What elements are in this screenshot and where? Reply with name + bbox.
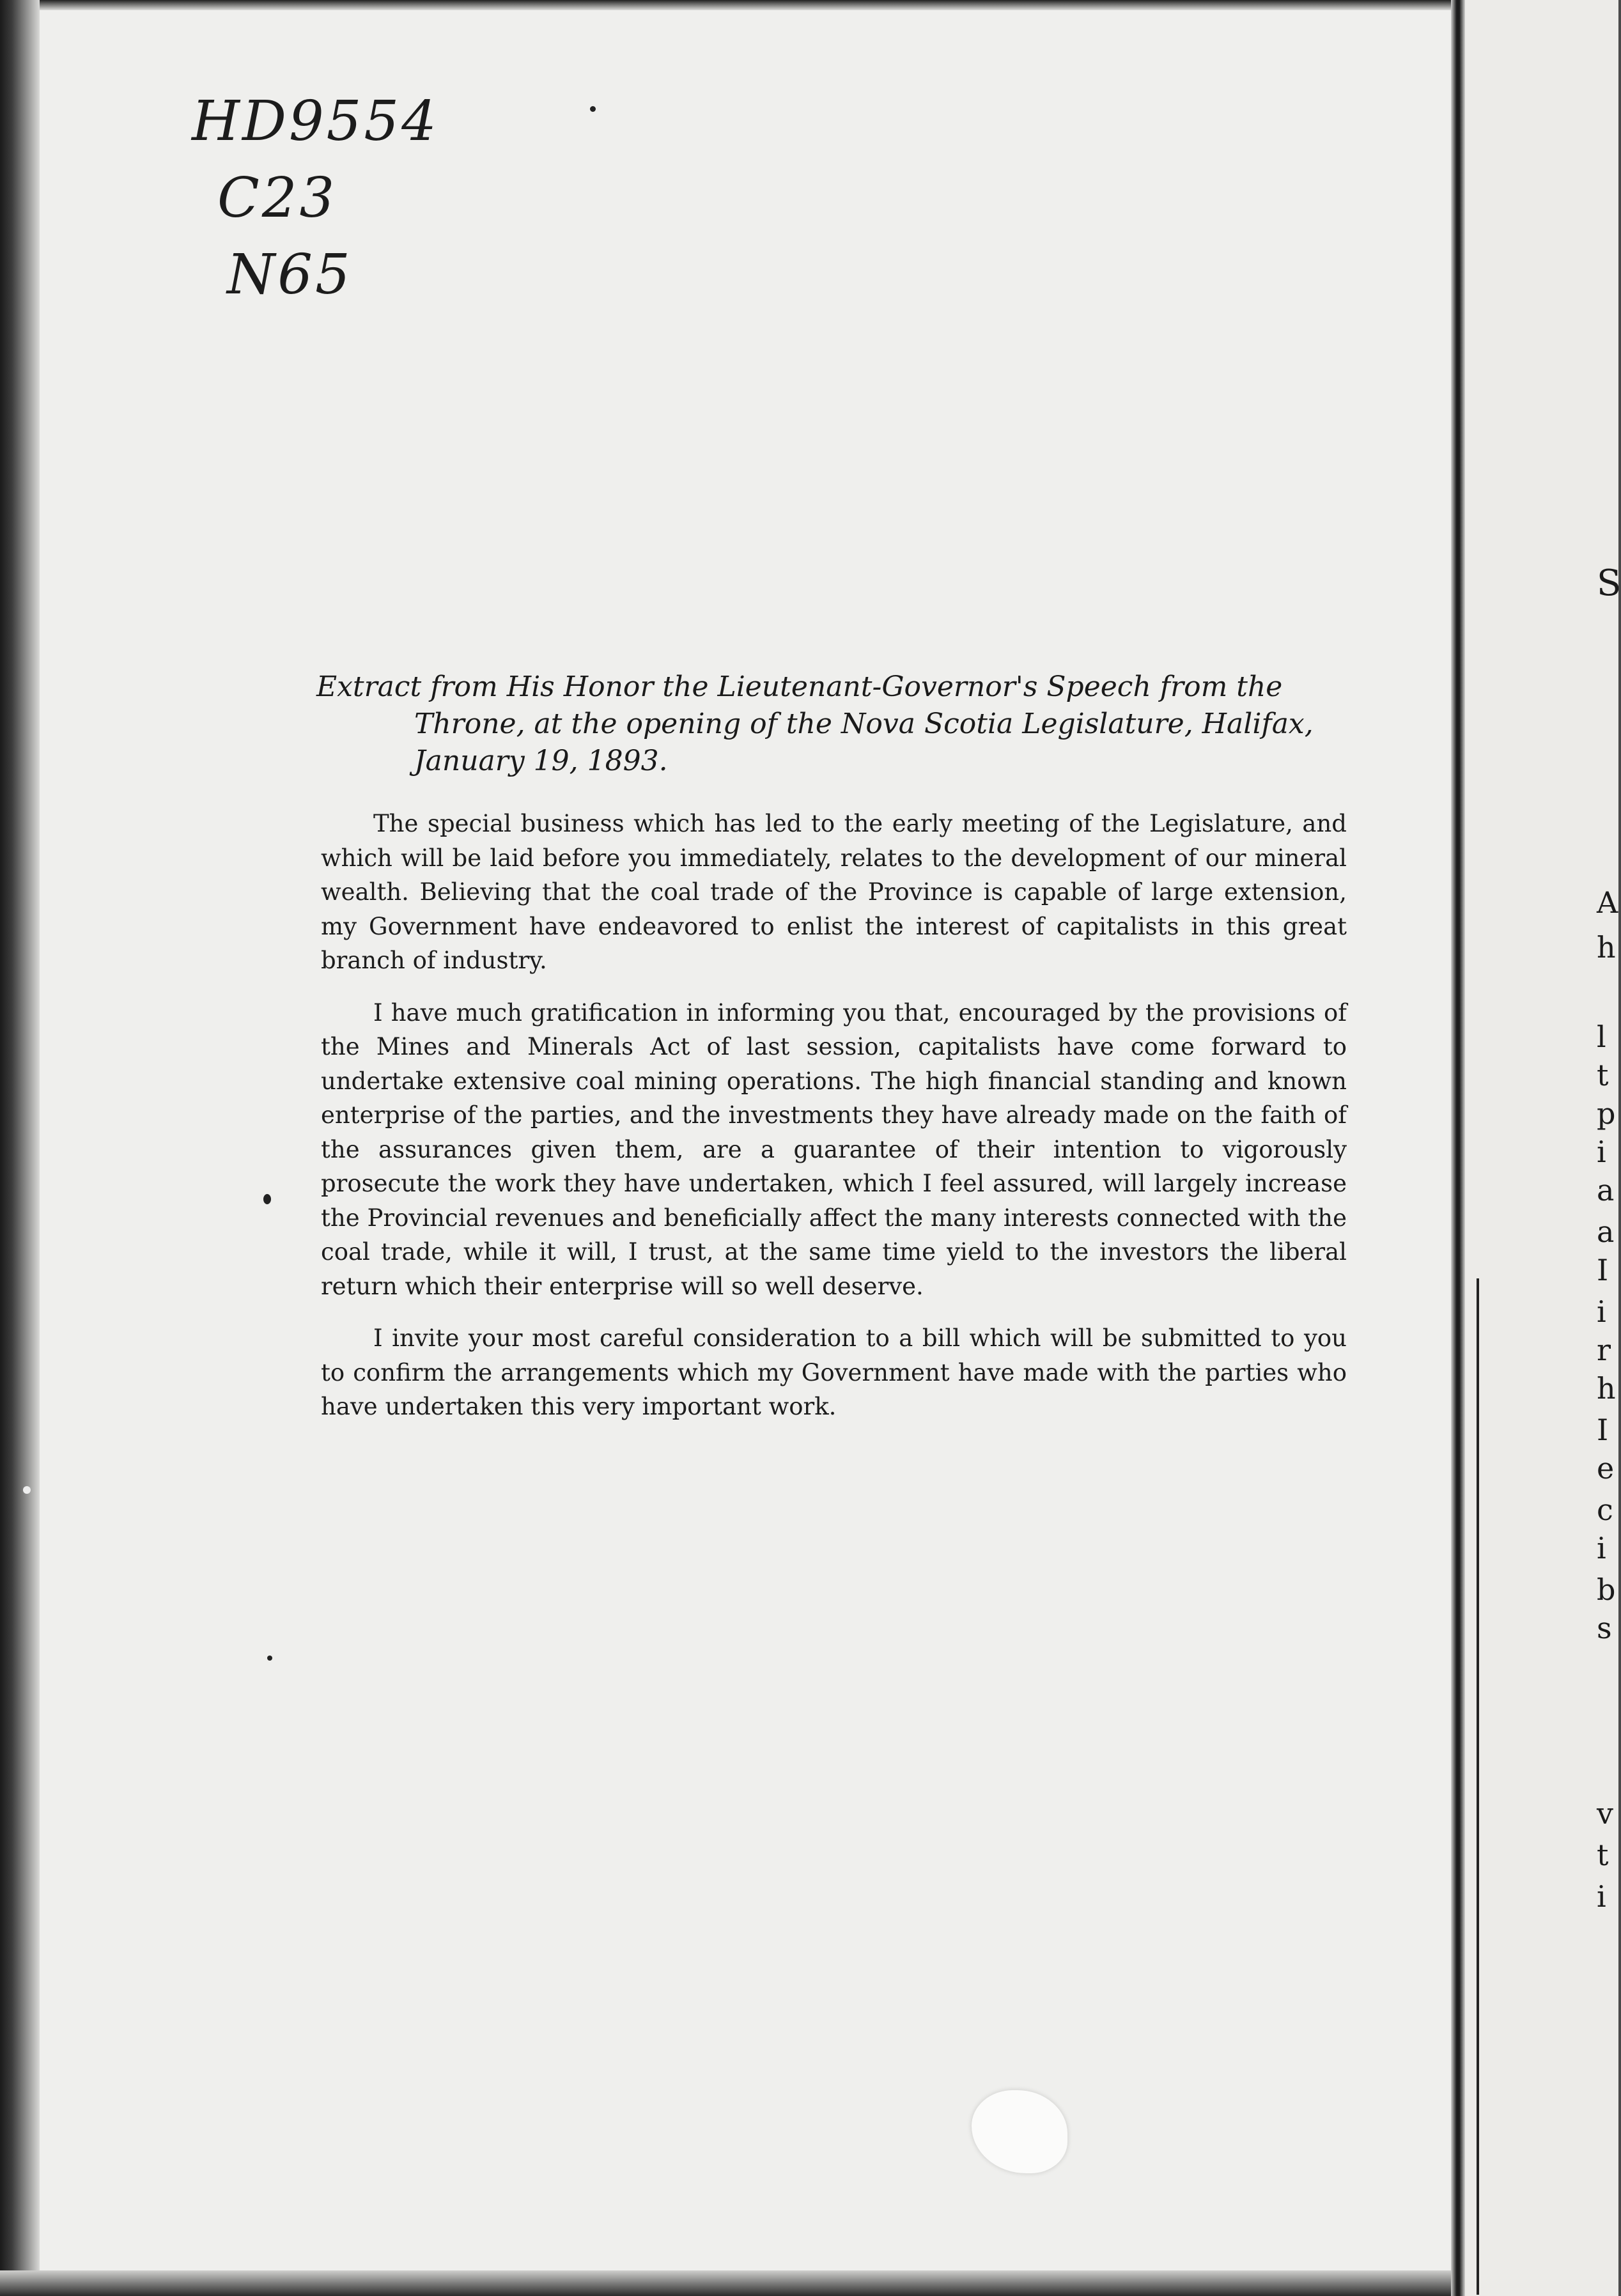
fragment: v bbox=[1597, 1796, 1613, 1831]
fragment: t bbox=[1597, 1838, 1609, 1872]
fragment: A bbox=[1597, 885, 1618, 920]
heading-line-3: January 19, 1893. bbox=[414, 745, 668, 777]
paragraph-3: I invite your most careful consideration to a bill which will be submitted to you to confirm the arrangements which my Government have made with the parties who have undertaken this very important work. bbox=[321, 1324, 1347, 1420]
fragment: s bbox=[1597, 1611, 1612, 1645]
fragment: i bbox=[1597, 1294, 1606, 1329]
fragment: a bbox=[1597, 1214, 1615, 1249]
scan-left-edge bbox=[0, 0, 40, 2296]
fragment: r bbox=[1597, 1333, 1611, 1367]
call-number-line-3: N65 bbox=[227, 243, 353, 307]
heading-line-1: Extract from His Honor the Lieutenant-Governor's Speech from the bbox=[316, 671, 1283, 703]
speck-mark bbox=[267, 1656, 272, 1661]
paragraph-2: I have much gratification in informing you that, encouraged by the provisions of the Mines and Minerals Act of last session, capitalists have come forward to undertake extensive coal mining operations. The high financial standing and known enterprise of the parties, and the investments they have already made on the faith of the assurances given them, are a guarantee of their intention to vigorously prosecute the work they have undertaken, which I feel assured, will largely increase the Provincial revenues and beneficially affect the many interests connected with the coal trade, while it will, I trust, at the same time yield to the investors the liberal return which their enterprise will so well deserve. bbox=[321, 998, 1347, 1300]
call-number-line-1: HD9554 bbox=[192, 89, 439, 153]
fragment: l bbox=[1597, 1020, 1606, 1054]
fragment: i bbox=[1597, 1135, 1606, 1169]
paragraph-1: The special business which has led to the early meeting of the Legislature, and which will be laid before you immediately, relates to the development of our mineral wealth. Believing that the coal trade of the Province is capable of large extension, my Government have endeavored to enlist the interest of capitalists in this great branch of industry. bbox=[321, 810, 1347, 974]
paper-blot bbox=[972, 2090, 1067, 2173]
fragment: t bbox=[1597, 1058, 1609, 1092]
fragment: b bbox=[1597, 1572, 1616, 1607]
fragment: i bbox=[1597, 1531, 1606, 1565]
speck-mark bbox=[590, 106, 596, 112]
book-gutter bbox=[1451, 0, 1465, 2296]
fragment: I bbox=[1597, 1253, 1609, 1287]
fragment: h bbox=[1597, 930, 1616, 965]
extract-heading bbox=[316, 669, 1352, 780]
scan-bottom-edge bbox=[0, 2270, 1618, 2296]
fragment: I bbox=[1597, 1413, 1609, 1447]
fragment: p bbox=[1597, 1096, 1616, 1131]
handwritten-call-number bbox=[192, 83, 439, 313]
speech-body bbox=[321, 807, 1347, 1442]
fragment: a bbox=[1597, 1173, 1615, 1207]
fragment: S bbox=[1597, 562, 1621, 604]
call-number-line-2: C23 bbox=[217, 166, 337, 230]
fragment: c bbox=[1597, 1493, 1613, 1527]
scan-top-edge bbox=[0, 0, 1618, 10]
fragment: h bbox=[1597, 1371, 1616, 1406]
heading-line-2: Throne, at the opening of the Nova Scotia Legislature, Halifax, bbox=[414, 708, 1314, 740]
facing-page bbox=[1465, 0, 1618, 2296]
speck-mark bbox=[263, 1194, 271, 1204]
speck-mark bbox=[23, 1486, 31, 1494]
fragment: e bbox=[1597, 1451, 1615, 1485]
facing-page-shadow-line bbox=[1477, 1278, 1479, 2295]
fragment: i bbox=[1597, 1879, 1606, 1914]
